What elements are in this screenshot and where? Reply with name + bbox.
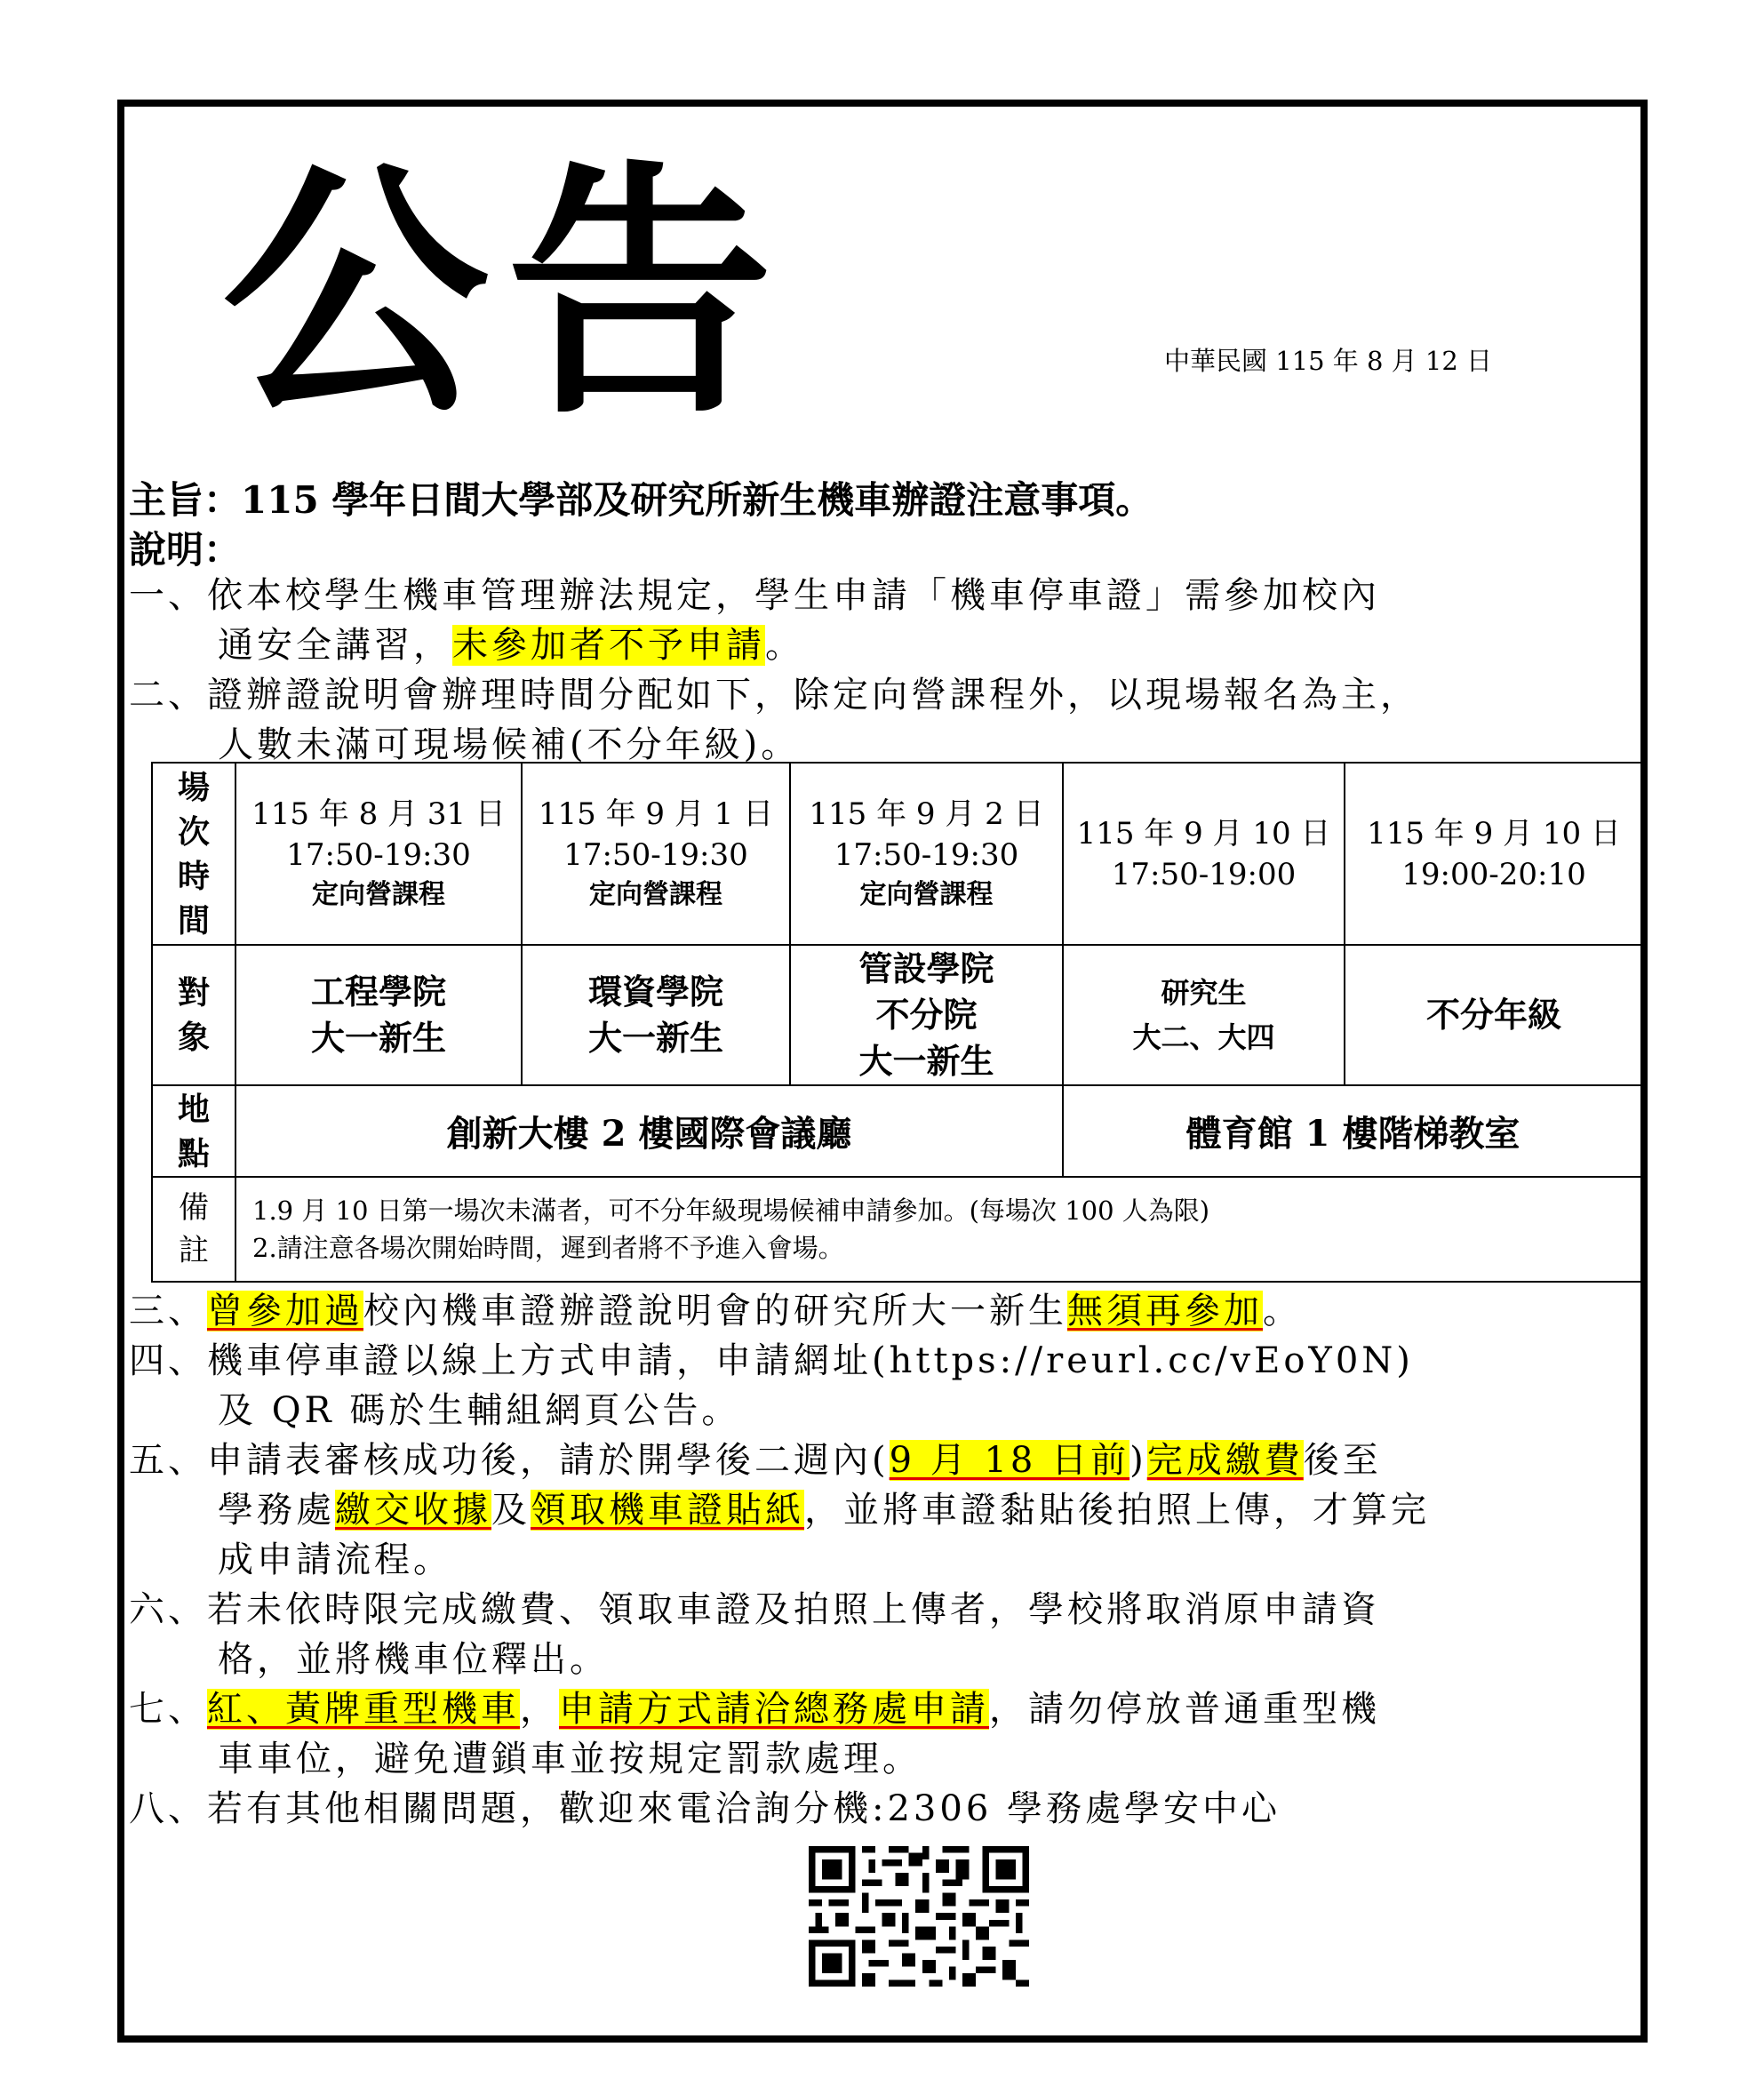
- item-two-line-2: 人數未滿可現場候補(不分年級)。: [218, 724, 801, 765]
- target-line: 研究生: [1161, 976, 1247, 1010]
- text: ，請勿停放普通重型機: [989, 1689, 1380, 1730]
- header-char: 間: [177, 901, 210, 940]
- session-date: 115 年 9 月 10 日: [1367, 815, 1621, 852]
- header-char: 象: [177, 1019, 210, 1056]
- session-time: 17:50-19:30: [563, 836, 748, 873]
- header-char: 場: [177, 768, 210, 806]
- text: 五、申請表審核成功後，請於開學後二週內(: [129, 1440, 890, 1481]
- item-eight: [129, 1784, 1640, 1834]
- highlight: 9 月 18 日前: [889, 1440, 1130, 1481]
- item-three-line-1: [129, 1286, 1640, 1336]
- header-char: 時: [177, 857, 210, 895]
- item-seven: [129, 1684, 1640, 1784]
- session-row: [152, 763, 1643, 945]
- notes-header: [152, 1177, 235, 1282]
- item-two-line-1: 二、證辦證說明會辦理時間分配如下，除定向營課程外，以現場報名為主，: [129, 675, 1419, 716]
- header-char: 次: [177, 812, 210, 851]
- location-cell-2: 體育館 1 樓階梯教室: [1063, 1085, 1643, 1177]
- text: 。: [1263, 1291, 1302, 1331]
- session-cell-2: [522, 763, 790, 945]
- qr-code-icon[interactable]: [809, 1844, 1029, 1988]
- header-char: 備: [179, 1190, 209, 1226]
- header-char: 地: [177, 1090, 210, 1128]
- highlight: 完成繳費: [1146, 1440, 1304, 1481]
- session-course: 定向營課程: [312, 878, 445, 910]
- header-char: 點: [177, 1134, 210, 1172]
- session-cell-1: [235, 763, 522, 945]
- target-line: 管設學院: [858, 948, 994, 988]
- text: 。: [765, 625, 804, 666]
- item-two: [129, 670, 1640, 770]
- notes-row: [152, 1177, 1643, 1282]
- target-header: [152, 945, 235, 1085]
- text: ，: [520, 1689, 559, 1730]
- target-row: [152, 945, 1643, 1085]
- session-cell-5: [1345, 763, 1643, 945]
- location-cell-1: 創新大樓 2 樓國際會議廳: [235, 1085, 1063, 1177]
- target-line: 大一新生: [587, 1018, 723, 1058]
- item-seven-line-2: 車車位，避免遭鎖車並按規定罰款處理。: [218, 1739, 922, 1779]
- text: ): [1129, 1440, 1147, 1481]
- item-four: [129, 1336, 1640, 1435]
- session-course: 定向營課程: [859, 878, 994, 910]
- highlight: 繳交收據: [335, 1490, 491, 1531]
- location-header: [152, 1085, 235, 1177]
- highlight: 領取機車證貼紙: [531, 1490, 804, 1531]
- target-line: 大二、大四: [1132, 1020, 1275, 1054]
- target-cell-1: [235, 945, 522, 1085]
- text: 校內機車證辦證說明會的研究所大一新生: [363, 1291, 1067, 1331]
- item-seven-line-1: [129, 1684, 1640, 1734]
- target-cell-2: [522, 945, 790, 1085]
- session-time: 19:00-20:10: [1401, 856, 1586, 892]
- target-cell-5: [1345, 945, 1643, 1085]
- highlight: 無須再參加: [1067, 1291, 1263, 1331]
- text: 及: [491, 1490, 531, 1531]
- note-line: 2.請注意各場次開始時間，遲到者將不予進入會場。: [252, 1233, 844, 1263]
- target-line: 環資學院: [587, 972, 723, 1012]
- item-four-line-1: 四、機車停車證以線上方式申請，申請網址(https://reurl.cc/vEoY0N): [129, 1340, 1414, 1381]
- session-cell-3: [790, 763, 1063, 945]
- item-one-line-1: 一、依本校學生機車管理辦法規定，學生申請「機車停車證」需參加校內: [129, 575, 1380, 616]
- text: 三、: [129, 1291, 207, 1331]
- session-time: 17:50-19:30: [834, 836, 1019, 873]
- item-six-line-1: 六、若未依時限完成繳費、領取車證及拍照上傳者，學校將取消原申請資: [129, 1589, 1380, 1630]
- text: 通安全講習，: [218, 625, 452, 666]
- highlight: 曾參加過: [207, 1291, 363, 1331]
- session-time: 17:50-19:00: [1111, 856, 1297, 892]
- session-date: 115 年 8 月 31 日: [251, 796, 506, 832]
- target-line: 不分年級: [1425, 995, 1561, 1035]
- item-five: [129, 1435, 1640, 1585]
- session-cell-4: [1063, 763, 1345, 945]
- target-line: 工程學院: [310, 972, 446, 1012]
- session-time: 17:50-19:30: [286, 836, 471, 873]
- item-six: [129, 1585, 1640, 1684]
- target-cell-3: [790, 945, 1063, 1085]
- highlight: 申請方式請洽總務處申請: [559, 1689, 989, 1730]
- item-one-line-2: [129, 620, 1640, 670]
- notice-title: 公告: [222, 136, 791, 450]
- target-line: 大一新生: [310, 1018, 446, 1058]
- notes-cell: [235, 1177, 1643, 1282]
- text: ，並將車證黏貼後拍照上傳，才算完: [804, 1490, 1430, 1531]
- item-three: [129, 1286, 1640, 1336]
- session-date: 115 年 9 月 2 日: [809, 796, 1044, 832]
- text: 七、: [129, 1689, 207, 1730]
- target-cell-4: [1063, 945, 1345, 1085]
- session-table: [151, 762, 1644, 1283]
- highlight: 未參加者不予申請: [452, 625, 765, 666]
- session-header: [152, 763, 235, 945]
- explanation-label: 說明：: [129, 528, 242, 572]
- item-five-line-1: [129, 1435, 1640, 1485]
- target-line: 不分院: [875, 995, 978, 1035]
- note-line: 1.9 月 10 日第一場次未滿者，可不分年級現場候補申請參加。(每場次 100 人為限): [252, 1195, 1210, 1226]
- item-six-line-2: 格，並將機車位釋出。: [218, 1639, 609, 1680]
- text: 後至: [1303, 1440, 1382, 1481]
- item-five-line-2: [129, 1485, 1640, 1535]
- location-row: [152, 1085, 1643, 1177]
- text: 學務處: [218, 1490, 335, 1531]
- item-eight-line-1: 八、若有其他相關問題，歡迎來電洽詢分機:2306 學務處學安中心: [129, 1788, 1281, 1829]
- item-five-line-3: 成申請流程。: [218, 1539, 452, 1580]
- target-line: 大一新生: [858, 1041, 994, 1081]
- header-char: 對: [177, 974, 210, 1012]
- session-date: 115 年 9 月 10 日: [1076, 815, 1331, 852]
- subject-line: 主旨：115 學年日間大學部及研究所新生機車辦證注意事項。: [129, 478, 1153, 522]
- notice-date: 中華民國 115 年 8 月 12 日: [1164, 346, 1493, 376]
- highlight: 紅、黃牌重型機車: [207, 1689, 520, 1730]
- item-one: [129, 571, 1640, 670]
- header-char: 註: [179, 1233, 209, 1268]
- item-four-line-2: 及 QR 碼於生輔組網頁公告。: [218, 1390, 741, 1431]
- session-course: 定向營課程: [589, 878, 722, 910]
- session-date: 115 年 9 月 1 日: [538, 796, 774, 832]
